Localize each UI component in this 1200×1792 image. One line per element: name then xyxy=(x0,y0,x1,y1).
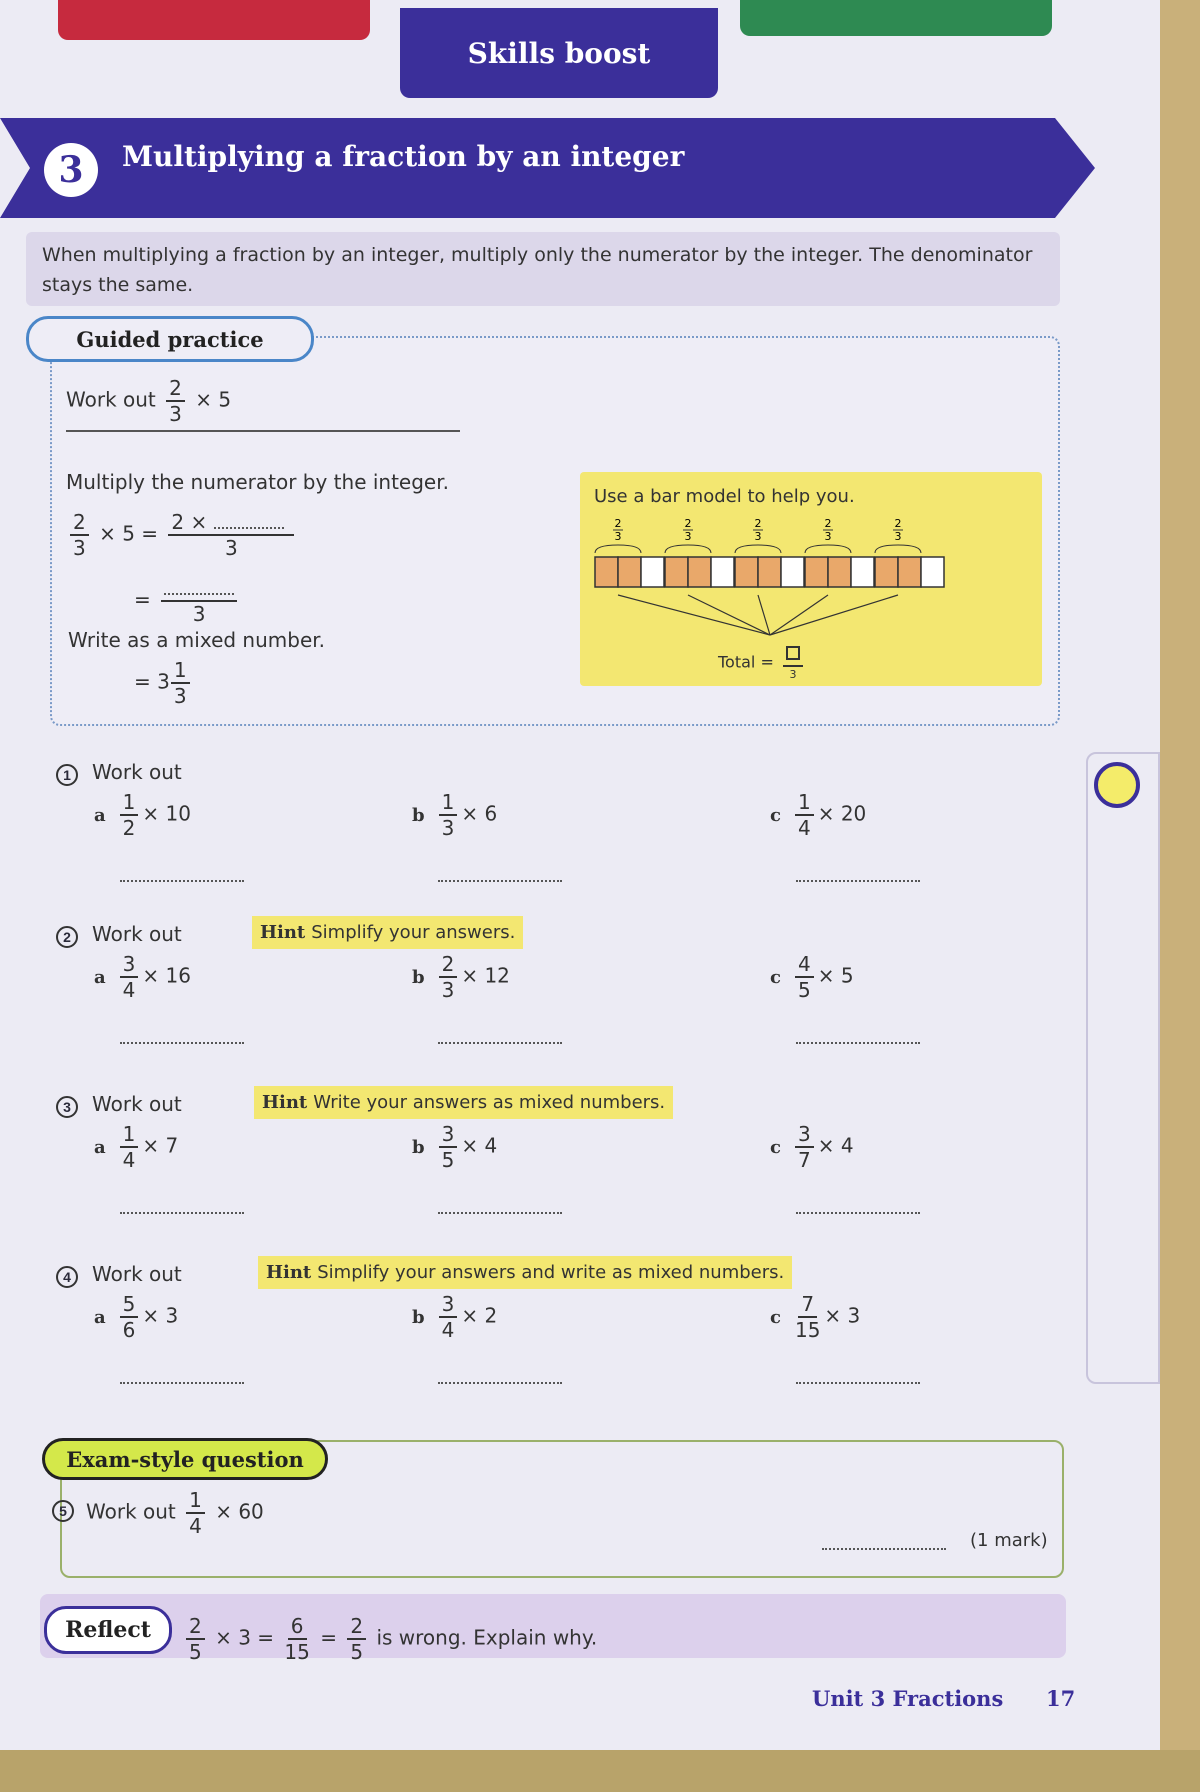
bar-piece-label-num: 2 xyxy=(684,517,692,530)
hint-text: Simplify your answers. xyxy=(311,922,516,943)
bar-connector xyxy=(618,595,770,635)
hint-text: Simplify your answers and write as mixed numbers. xyxy=(317,1262,785,1283)
fraction: $\frac{2}{3}$ xyxy=(166,378,185,424)
background-edge xyxy=(1160,0,1200,1750)
answer-line[interactable] xyxy=(796,1042,920,1044)
answer-line[interactable] xyxy=(796,880,920,882)
question-underline xyxy=(66,430,460,432)
guided-step1: Multiply the numerator by the integer. xyxy=(66,470,449,494)
answer-line[interactable] xyxy=(438,1212,562,1214)
answer-line[interactable] xyxy=(120,880,244,882)
bar-connector xyxy=(770,595,828,635)
bar-cell-empty xyxy=(851,557,874,587)
bar-connector xyxy=(758,595,770,635)
answer-line[interactable] xyxy=(120,1042,244,1044)
bar-brace xyxy=(875,545,921,553)
question-part-a: a $\frac{3}{4}$ × 16 xyxy=(94,952,191,1002)
bar-brace xyxy=(805,545,851,553)
hint-label: Hint xyxy=(266,1262,312,1283)
exam-marks: (1 mark) xyxy=(970,1530,1048,1551)
question-part-b: b $\frac{3}{5}$ × 4 xyxy=(412,1122,498,1172)
question-part-c: c $\frac{3}{7}$ × 4 xyxy=(770,1122,854,1172)
bar-piece-label-num: 2 xyxy=(754,517,762,530)
bar-cell-shaded xyxy=(758,557,781,587)
bar-model-caption: Use a bar model to help you. xyxy=(594,486,855,507)
hint-box xyxy=(258,1256,792,1289)
exam-style-label: Exam-style question xyxy=(42,1438,328,1480)
bar-connector xyxy=(688,595,770,635)
bar-piece-label-den: 3 xyxy=(684,530,692,543)
question-number-1: 1 xyxy=(56,764,78,786)
guided-question xyxy=(66,378,231,424)
guided-equation-2: = 3 xyxy=(134,578,241,624)
bar-brace xyxy=(735,545,781,553)
guided-equation-1: $\frac{2}{3}$ × 5 = $\frac{2 \times}{3}$ xyxy=(66,512,298,558)
answer-line[interactable] xyxy=(438,1382,562,1384)
bar-cell-shaded xyxy=(898,557,921,587)
bar-piece-label-num: 2 xyxy=(894,517,902,530)
hint-label: Hint xyxy=(260,922,306,943)
bar-piece-label-den: 3 xyxy=(824,530,832,543)
skills-boost-tab: Skills boost xyxy=(400,8,718,98)
answer-line[interactable] xyxy=(120,1212,244,1214)
bar-cell-shaded xyxy=(805,557,828,587)
reflect-label: Reflect xyxy=(44,1606,172,1654)
multiplier: × 5 xyxy=(195,387,232,412)
question-prompt: Work out xyxy=(92,1262,182,1286)
bar-cell-shaded xyxy=(688,557,711,587)
hint-box xyxy=(252,916,523,949)
progress-sidebar xyxy=(1086,752,1160,1384)
footer-unit: Unit 3 Fractions xyxy=(812,1686,1004,1711)
work-out-text: Work out xyxy=(66,387,156,412)
answer-line[interactable] xyxy=(796,1382,920,1384)
bar-connector xyxy=(770,595,898,635)
bar-model-total: Total = 3 xyxy=(718,646,807,680)
question-prompt: Work out xyxy=(92,760,182,784)
answer-line[interactable] xyxy=(438,880,562,882)
question-prompt: Work out xyxy=(92,1092,182,1116)
question-part-b: b $\frac{1}{3}$ × 6 xyxy=(412,790,498,840)
question-number-3: 3 xyxy=(56,1096,78,1118)
bar-cell-empty xyxy=(921,557,944,587)
guided-equation-3: = 3 $\frac{1}{3}$ xyxy=(134,660,194,706)
exam-question: Work out $\frac{1}{4}$ × 60 xyxy=(86,1488,264,1538)
section-title: Multiplying a fraction by an integer xyxy=(122,140,685,173)
header-tab-green xyxy=(740,0,1052,36)
question-part-a: a $\frac{5}{6}$ × 3 xyxy=(94,1292,179,1342)
bar-piece-label-den: 3 xyxy=(614,530,622,543)
answer-line[interactable] xyxy=(796,1212,920,1214)
bar-cell-shaded xyxy=(875,557,898,587)
answer-line[interactable] xyxy=(120,1382,244,1384)
bar-cell-empty xyxy=(711,557,734,587)
hint-box xyxy=(254,1086,673,1119)
guided-step2: Write as a mixed number. xyxy=(68,628,326,652)
question-number-5: 5 xyxy=(52,1500,74,1522)
reflect-statement: $\frac{2}{5}$ × 3 = $\frac{6}{15}$ = $\frac{2}{5}$ is wrong. Explain why. xyxy=(182,1616,597,1662)
page-number: 17 xyxy=(1046,1686,1076,1711)
question-part-a: a $\frac{1}{2}$ × 10 xyxy=(94,790,191,840)
table-surface xyxy=(0,1750,1200,1792)
question-prompt: Work out xyxy=(92,922,182,946)
bar-piece-label-den: 3 xyxy=(894,530,902,543)
bar-brace xyxy=(595,545,641,553)
question-part-b: b $\frac{3}{4}$ × 2 xyxy=(412,1292,498,1342)
header-tab-red xyxy=(58,0,370,40)
question-part-c: c $\frac{1}{4}$ × 20 xyxy=(770,790,867,840)
bar-cell-shaded xyxy=(618,557,641,587)
answer-line[interactable] xyxy=(438,1042,562,1044)
intro-text: When multiplying a fraction by an integer, multiply only the numerator by the integer. The denominator stays the same. xyxy=(26,232,1060,306)
question-number-2: 2 xyxy=(56,926,78,948)
bar-cell-shaded xyxy=(665,557,688,587)
guided-practice-label: Guided practice xyxy=(26,316,314,362)
bar-piece-label-num: 2 xyxy=(824,517,832,530)
bar-cell-empty xyxy=(641,557,664,587)
question-number-4: 4 xyxy=(56,1266,78,1288)
section-number: 3 xyxy=(44,143,98,197)
question-part-b: b $\frac{2}{3}$ × 12 xyxy=(412,952,510,1002)
bar-brace xyxy=(665,545,711,553)
progress-gear-icon xyxy=(1094,762,1140,808)
bar-piece-label-num: 2 xyxy=(614,517,622,530)
hint-label: Hint xyxy=(262,1092,308,1113)
question-part-c: c $\frac{7}{15}$ × 3 xyxy=(770,1292,861,1342)
hint-text: Write your answers as mixed numbers. xyxy=(313,1092,666,1113)
bar-piece-label-den: 3 xyxy=(754,530,762,543)
exam-answer-line[interactable] xyxy=(822,1548,946,1550)
bar-cell-shaded xyxy=(595,557,618,587)
bar-cell-empty xyxy=(781,557,804,587)
question-part-c: c $\frac{4}{5}$ × 5 xyxy=(770,952,854,1002)
question-part-a: a $\frac{1}{4}$ × 7 xyxy=(94,1122,179,1172)
bar-cell-shaded xyxy=(735,557,758,587)
bar-cell-shaded xyxy=(828,557,851,587)
